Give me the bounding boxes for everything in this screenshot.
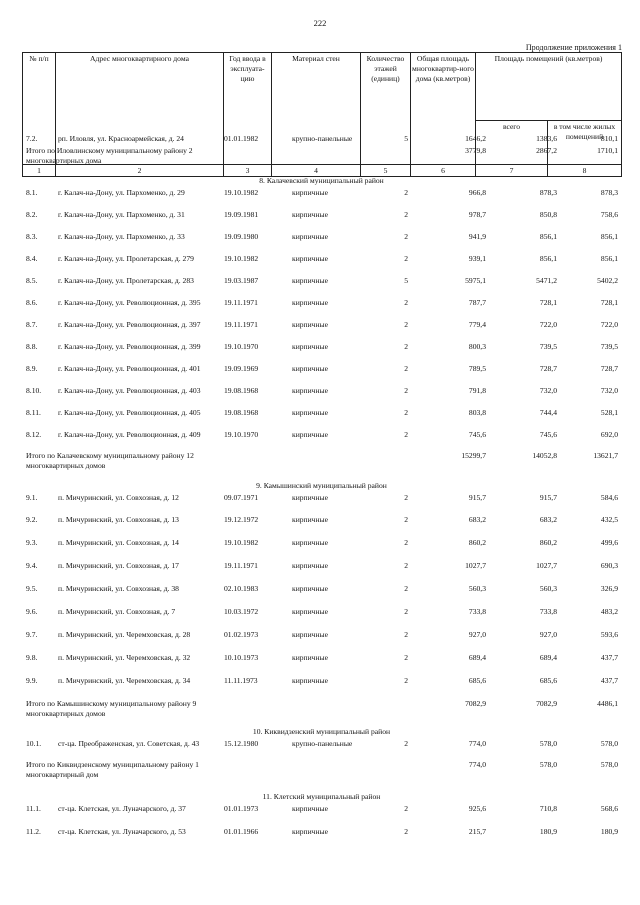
row-total-area: 683,2 <box>468 515 486 524</box>
row-year: 11.11.1973 <box>224 676 258 685</box>
row-total-area: 925,6 <box>468 804 486 813</box>
table-row <box>22 653 621 676</box>
row-address: г. Калач-на-Дону, ул. Пархоменко, д. 33 <box>58 232 185 241</box>
section-title: 10. Киквидзенский муниципальный район <box>252 727 391 736</box>
row-wall-material: кирпичные <box>292 188 329 197</box>
subtotal-label: Итого по Калачевскому муниципальному району 12 многоквартирных домов <box>26 451 194 470</box>
row-address: ст-ца. Клетская, ул. Луначарского, д. 37 <box>58 804 186 813</box>
row-wall-material: кирпичные <box>292 630 329 639</box>
header-col-6: Общая площадь многоквартир-ного дома (кв.метров) <box>411 53 476 165</box>
row-year: 19.03.1987 <box>224 276 259 285</box>
row-premises-area: 683,2 <box>539 515 557 524</box>
row-year: 19.11.1971 <box>224 298 258 307</box>
row-living-area: 326,9 <box>600 584 618 593</box>
row-address: п. Мичуринский, ул. Совхозная, д. 14 <box>58 538 179 547</box>
row-year: 19.08.1968 <box>224 386 259 395</box>
table-row <box>22 210 621 232</box>
row-year: 19.12.1972 <box>224 515 259 524</box>
header-num: 7 <box>476 165 548 177</box>
subtotal-row <box>22 451 621 473</box>
table-row <box>22 515 621 538</box>
header-num: 2 <box>56 165 224 177</box>
row-total-area: 791,8 <box>468 386 486 395</box>
row-living-area: 432,5 <box>600 515 618 524</box>
row-total-area: 966,8 <box>468 188 486 197</box>
row-premises-area: 927,0 <box>539 630 557 639</box>
row-living-area: 584,6 <box>600 493 618 502</box>
row-number: 8.10. <box>26 386 42 395</box>
row-premises-area: 728,1 <box>539 298 557 307</box>
row-total-area: 774,0 <box>468 739 486 748</box>
row-floors: 2 <box>404 210 408 219</box>
row-premises-area: 860,2 <box>539 538 557 547</box>
row-year: 10.10.1973 <box>224 653 259 662</box>
row-living-area: 578,0 <box>600 739 618 748</box>
row-living-area: 437,7 <box>600 653 618 662</box>
table-row <box>22 430 621 451</box>
row-floors: 2 <box>404 320 408 329</box>
header-num: 5 <box>361 165 411 177</box>
header-area-group: Площадь помещений (кв.метров) <box>476 53 622 121</box>
row-living-area: 758,6 <box>600 210 618 219</box>
row-floors: 2 <box>404 630 408 639</box>
row-floors: 2 <box>404 515 408 524</box>
row-floors: 2 <box>404 653 408 662</box>
row-year: 01.02.1973 <box>224 630 259 639</box>
row-address: г. Калач-на-Дону, ул. Революционная, д. 399 <box>58 342 201 351</box>
row-wall-material: кирпичные <box>292 584 329 593</box>
row-address: г. Калач-на-Дону, ул. Революционная, д. 395 <box>58 298 201 307</box>
row-floors: 2 <box>404 430 408 439</box>
row-floors: 5 <box>404 134 408 143</box>
row-number: 8.3. <box>26 232 38 241</box>
row-number: 8.12. <box>26 430 42 439</box>
row-premises-area: 739,5 <box>539 342 557 351</box>
row-premises-area: 689,4 <box>539 653 557 662</box>
row-total-area: 1027,7 <box>465 561 486 570</box>
table-row <box>22 188 621 210</box>
row-number: 10.1. <box>26 739 42 748</box>
header-num: 3 <box>224 165 272 177</box>
row-number: 9.2. <box>26 515 38 524</box>
row-wall-material: кирпичные <box>292 493 329 502</box>
row-living-area: 732,0 <box>600 386 618 395</box>
row-address: г. Калач-на-Дону, ул. Революционная, д. 397 <box>58 320 201 329</box>
row-premises-area: 856,1 <box>539 254 557 263</box>
row-premises-area: 710,8 <box>539 804 557 813</box>
row-floors: 2 <box>404 607 408 616</box>
row-number: 9.3. <box>26 538 38 547</box>
row-total-area: 685,6 <box>468 676 486 685</box>
row-floors: 2 <box>404 561 408 570</box>
row-address: г. Калач-на-Дону, ул. Пролетарская, д. 279 <box>58 254 194 263</box>
section-heading <box>22 473 621 493</box>
row-wall-material: кирпичные <box>292 408 329 417</box>
row-number: 8.8. <box>26 342 38 351</box>
row-year: 01.01.1973 <box>224 804 259 813</box>
subtotal-total-area: 3779,8 <box>465 146 486 155</box>
row-number: 9.9. <box>26 676 38 685</box>
row-number: 9.7. <box>26 630 38 639</box>
row-number: 8.11. <box>26 408 41 417</box>
table-row <box>22 538 621 561</box>
row-wall-material: кирпичные <box>292 232 329 241</box>
section-heading <box>22 780 621 804</box>
row-total-area: 789,5 <box>468 364 486 373</box>
row-address: п. Мичуринский, ул. Совхозная, д. 7 <box>58 607 176 616</box>
table-row <box>22 676 621 699</box>
subtotal-row <box>22 760 621 780</box>
row-premises-area: 578,0 <box>539 739 557 748</box>
row-floors: 2 <box>404 676 408 685</box>
row-year: 19.10.1970 <box>224 342 259 351</box>
row-number: 8.5. <box>26 276 38 285</box>
row-address: г. Калач-на-Дону, ул. Пархоменко, д. 29 <box>58 188 185 197</box>
table-row <box>22 386 621 408</box>
table-row <box>22 364 621 386</box>
row-living-area: 856,1 <box>600 254 618 263</box>
row-premises-area: 560,3 <box>539 584 557 593</box>
header-col-2: Адрес многоквартирного дома <box>56 53 224 165</box>
row-floors: 2 <box>404 364 408 373</box>
row-address: п. Мичуринский, ул. Черемховская, д. 28 <box>58 630 191 639</box>
row-premises-area: 1027,7 <box>536 561 557 570</box>
header-col-1: № п/п <box>23 53 56 165</box>
row-number: 8.2. <box>26 210 38 219</box>
row-address: ст-ца. Преображенская, ул. Советская, д. 43 <box>58 739 200 748</box>
row-number: 8.6. <box>26 298 38 307</box>
section-title: 11. Клетский муниципальный район <box>262 792 381 801</box>
table-row <box>22 276 621 298</box>
row-floors: 2 <box>404 188 408 197</box>
header-col-3: Год ввода в эксплуата-цию <box>224 53 272 165</box>
subtotal-living-area: 4486,1 <box>597 699 618 708</box>
row-floors: 2 <box>404 386 408 395</box>
subtotal-total-area: 7082,9 <box>465 699 486 708</box>
row-wall-material: крупно-панельные <box>292 134 353 143</box>
row-number: 8.7. <box>26 320 38 329</box>
subtotal-total-area: 774,0 <box>468 760 486 769</box>
row-number: 11.1. <box>26 804 41 813</box>
row-address: ст-ца. Клетская, ул. Луначарского, д. 53 <box>58 827 186 836</box>
row-premises-area: 850,8 <box>539 210 557 219</box>
row-address: г. Калач-на-Дону, ул. Революционная, д. 405 <box>58 408 201 417</box>
header-num: 6 <box>411 165 476 177</box>
row-premises-area: 733,8 <box>539 607 557 616</box>
subtotal-living-area: 578,0 <box>600 760 618 769</box>
row-total-area: 860,2 <box>468 538 486 547</box>
row-total-area: 927,0 <box>468 630 486 639</box>
row-wall-material: кирпичные <box>292 254 329 263</box>
row-year: 19.10.1982 <box>224 254 259 263</box>
subtotal-row <box>22 146 621 168</box>
row-address: г. Калач-на-Дону, ул. Революционная, д. 409 <box>58 430 201 439</box>
row-total-area: 978,7 <box>468 210 486 219</box>
row-number: 9.4. <box>26 561 38 570</box>
row-wall-material: кирпичные <box>292 364 329 373</box>
row-year: 19.10.1970 <box>224 430 259 439</box>
header-col-4: Материал стен <box>272 53 361 165</box>
row-wall-material: кирпичные <box>292 342 329 351</box>
header-col-7: всего <box>476 121 548 165</box>
row-total-area: 939,1 <box>468 254 486 263</box>
row-wall-material: кирпичные <box>292 538 329 547</box>
table-row <box>22 493 621 515</box>
row-year: 09.07.1971 <box>224 493 259 502</box>
table-row <box>22 630 621 653</box>
row-wall-material: кирпичные <box>292 298 329 307</box>
row-year: 19.11.1971 <box>224 320 258 329</box>
row-number: 9.6. <box>26 607 38 616</box>
row-number: 8.4. <box>26 254 38 263</box>
continuation-note: Продолжение приложения 1 <box>525 43 622 52</box>
row-living-area: 856,1 <box>600 232 618 241</box>
row-wall-material: кирпичные <box>292 320 329 329</box>
row-wall-material: кирпичные <box>292 276 329 285</box>
row-total-area: 779,4 <box>468 320 486 329</box>
row-premises-area: 180,9 <box>539 827 557 836</box>
row-wall-material: кирпичные <box>292 804 329 813</box>
row-address: п. Мичуринский, ул. Черемховская, д. 34 <box>58 676 191 685</box>
row-address: г. Калач-на-Дону, ул. Пархоменко, д. 31 <box>58 210 185 219</box>
row-address: рп. Иловля, ул. Красноармейская, д. 24 <box>58 134 184 143</box>
row-year: 19.10.1982 <box>224 188 259 197</box>
row-total-area: 5975,1 <box>465 276 486 285</box>
row-year: 19.09.1981 <box>224 210 259 219</box>
section-heading <box>22 168 621 188</box>
row-wall-material: кирпичные <box>292 676 329 685</box>
row-premises-area: 728,7 <box>539 364 557 373</box>
row-wall-material: крупно-панельные <box>292 739 353 748</box>
row-year: 15.12.1980 <box>224 739 259 748</box>
row-year: 01.01.1982 <box>224 134 259 143</box>
row-floors: 2 <box>404 739 408 748</box>
row-living-area: 528,1 <box>600 408 618 417</box>
subtotal-premises-area: 2867,2 <box>536 146 557 155</box>
row-total-area: 560,3 <box>468 584 486 593</box>
row-number: 8.1. <box>26 188 38 197</box>
row-premises-area: 5471,2 <box>536 276 557 285</box>
row-premises-area: 744,4 <box>539 408 557 417</box>
row-total-area: 689,4 <box>468 653 486 662</box>
subtotal-premises-area: 14052,8 <box>532 451 557 460</box>
row-living-area: 483,2 <box>600 607 618 616</box>
subtotal-premises-area: 7082,9 <box>536 699 557 708</box>
section-title: 8. Калачевский муниципальный район <box>259 176 384 185</box>
row-premises-area: 732,0 <box>539 386 557 395</box>
row-wall-material: кирпичные <box>292 515 329 524</box>
row-floors: 2 <box>404 493 408 502</box>
row-number: 9.8. <box>26 653 38 662</box>
row-address: п. Мичуринский, ул. Черемховская, д. 32 <box>58 653 191 662</box>
row-total-area: 733,8 <box>468 607 486 616</box>
table-row <box>22 607 621 630</box>
row-year: 19.10.1982 <box>224 538 259 547</box>
row-address: п. Мичуринский, ул. Совхозная, д. 12 <box>58 493 179 502</box>
row-wall-material: кирпичные <box>292 653 329 662</box>
subtotal-label: Итого по Киквидзенскому муниципальному району 1 многоквартирный дом <box>26 760 199 779</box>
subtotal-premises-area: 578,0 <box>539 760 557 769</box>
row-year: 19.11.1971 <box>224 561 258 570</box>
row-floors: 2 <box>404 298 408 307</box>
row-premises-area: 856,1 <box>539 232 557 241</box>
subtotal-row <box>22 699 621 719</box>
row-number: 8.9. <box>26 364 38 373</box>
row-living-area: 692,0 <box>600 430 618 439</box>
row-wall-material: кирпичные <box>292 607 329 616</box>
table-row <box>22 804 621 827</box>
row-floors: 2 <box>404 827 408 836</box>
table-row <box>22 561 621 584</box>
row-living-area: 437,7 <box>600 676 618 685</box>
subtotal-living-area: 1710,1 <box>597 146 618 155</box>
table-row <box>22 254 621 276</box>
row-address: г. Калач-на-Дону, ул. Пролетарская, д. 283 <box>58 276 194 285</box>
row-living-area: 690,3 <box>600 561 618 570</box>
header-num: 8 <box>548 165 622 177</box>
table-body <box>22 134 621 905</box>
row-living-area: 722,0 <box>600 320 618 329</box>
row-year: 19.09.1969 <box>224 364 259 373</box>
row-wall-material: кирпичные <box>292 827 329 836</box>
row-number: 7.2. <box>26 134 38 143</box>
row-living-area: 499,6 <box>600 538 618 547</box>
row-premises-area: 745,6 <box>539 430 557 439</box>
row-address: п. Мичуринский, ул. Совхозная, д. 13 <box>58 515 179 524</box>
row-number: 11.2. <box>26 827 41 836</box>
row-year: 10.03.1972 <box>224 607 259 616</box>
row-wall-material: кирпичные <box>292 210 329 219</box>
row-total-area: 915,7 <box>468 493 486 502</box>
header-num: 4 <box>272 165 361 177</box>
header-num: 1 <box>23 165 56 177</box>
row-wall-material: кирпичные <box>292 561 329 570</box>
table-row <box>22 232 621 254</box>
table-row <box>22 320 621 342</box>
row-number: 9.5. <box>26 584 38 593</box>
row-floors: 2 <box>404 342 408 351</box>
row-living-area: 878,3 <box>600 188 618 197</box>
table-row <box>22 298 621 320</box>
row-address: п. Мичуринский, ул. Совхозная, д. 38 <box>58 584 179 593</box>
row-wall-material: кирпичные <box>292 430 329 439</box>
row-address: г. Калач-на-Дону, ул. Революционная, д. 403 <box>58 386 201 395</box>
header-col-5: Количество этажей (единиц) <box>361 53 411 165</box>
row-premises-area: 915,7 <box>539 493 557 502</box>
row-floors: 2 <box>404 584 408 593</box>
row-total-area: 800,3 <box>468 342 486 351</box>
row-living-area: 568,6 <box>600 804 618 813</box>
row-total-area: 803,8 <box>468 408 486 417</box>
row-living-area: 739,5 <box>600 342 618 351</box>
row-floors: 2 <box>404 232 408 241</box>
row-floors: 2 <box>404 538 408 547</box>
row-floors: 2 <box>404 804 408 813</box>
row-living-area: 728,1 <box>600 298 618 307</box>
row-premises-area: 685,6 <box>539 676 557 685</box>
table-row <box>22 827 621 849</box>
row-living-area: 593,6 <box>600 630 618 639</box>
row-total-area: 745,6 <box>468 430 486 439</box>
header-col-8: в том числе жилых помещений <box>548 121 622 165</box>
subtotal-label: Итого по Камышинскому муниципальному району 9 многоквартирных домов <box>26 699 197 718</box>
section-heading <box>22 719 621 739</box>
page-number: 222 <box>313 18 327 28</box>
section-title: 9. Камышинский муниципальный район <box>256 481 387 490</box>
row-total-area: 1646,2 <box>465 134 486 143</box>
row-premises-area: 722,0 <box>539 320 557 329</box>
row-premises-area: 878,3 <box>539 188 557 197</box>
table-row <box>22 408 621 430</box>
row-living-area: 728,7 <box>600 364 618 373</box>
row-year: 01.01.1966 <box>224 827 259 836</box>
subtotal-total-area: 15299,7 <box>461 451 486 460</box>
row-year: 19.08.1968 <box>224 408 259 417</box>
row-address: г. Калач-на-Дону, ул. Революционная, д. 401 <box>58 364 201 373</box>
row-total-area: 215,7 <box>468 827 486 836</box>
row-year: 19.09.1980 <box>224 232 259 241</box>
row-total-area: 787,7 <box>468 298 486 307</box>
row-year: 02.10.1983 <box>224 584 259 593</box>
row-floors: 2 <box>404 408 408 417</box>
row-living-area: 5402,2 <box>597 276 618 285</box>
row-floors: 5 <box>404 276 408 285</box>
table-row <box>22 584 621 607</box>
subtotal-label: Итого по Иловлинскому муниципальному району 2 многоквартирных дома <box>26 146 193 165</box>
row-premises-area: 1383,6 <box>536 134 557 143</box>
table-row <box>22 739 621 760</box>
table-row <box>22 134 621 146</box>
row-number: 9.1. <box>26 493 38 502</box>
subtotal-living-area: 13621,7 <box>593 451 618 460</box>
row-floors: 2 <box>404 254 408 263</box>
table-row <box>22 342 621 364</box>
row-wall-material: кирпичные <box>292 386 329 395</box>
row-address: п. Мичуринский, ул. Совхозная, д. 17 <box>58 561 179 570</box>
row-total-area: 941,9 <box>468 232 486 241</box>
row-living-area: 810,1 <box>600 134 618 143</box>
row-living-area: 180,9 <box>600 827 618 836</box>
